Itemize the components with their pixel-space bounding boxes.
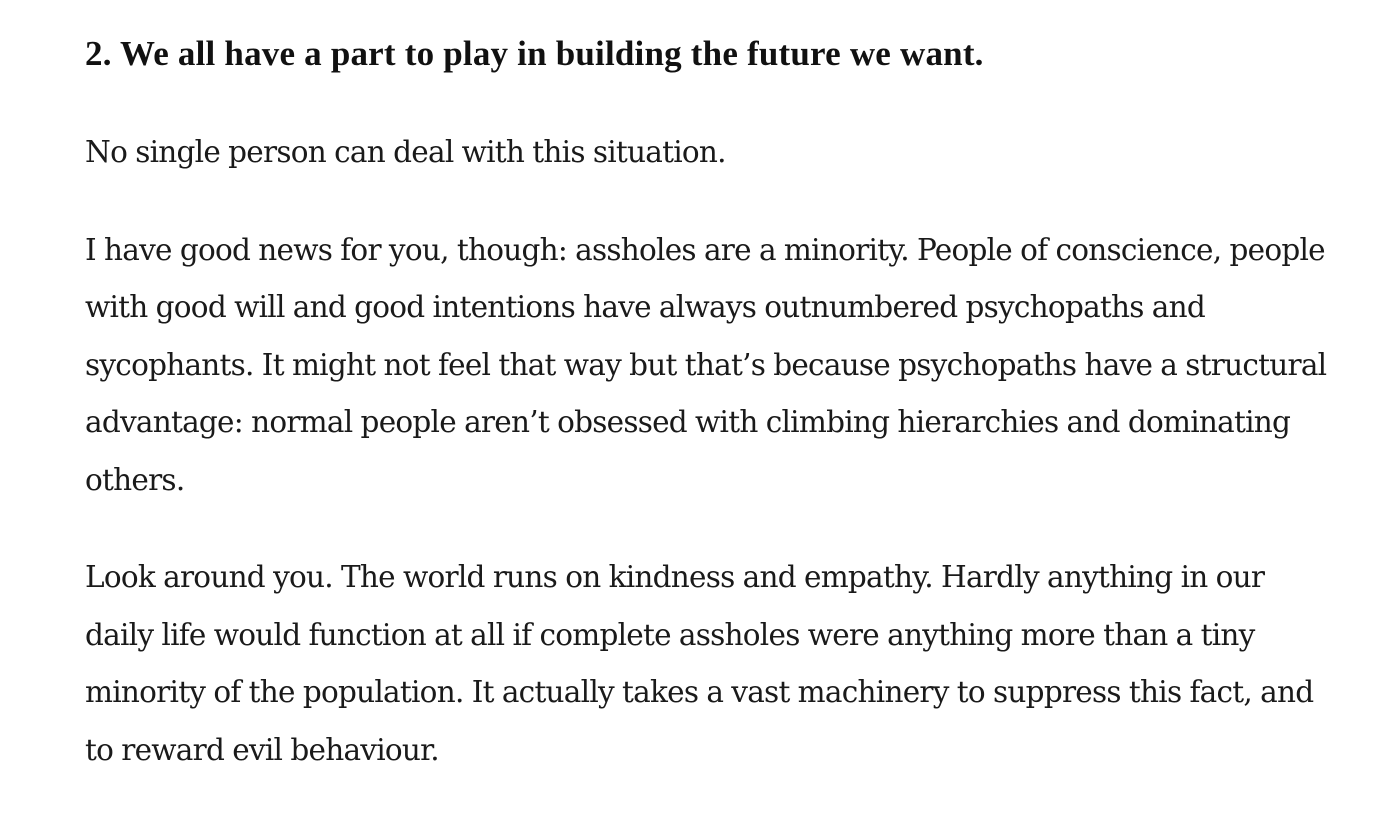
section-heading: 2. We all have a part to play in building the future we want. bbox=[85, 34, 984, 73]
paragraph-1: No single person can deal with this situation. bbox=[85, 135, 726, 169]
paragraph-3: Look around you. The world runs on kindness and empathy. Hardly anything in our daily life would function at all if complete assholes were anything more than a tiny minority of the population. It actually takes a vast machinery to suppress this fact, and to reward evil behaviour. bbox=[85, 560, 1314, 767]
paragraph-2: I have good news for you, though: assholes are a minority. People of conscience, people with good will and good intentions have always outnumbered psychopaths and sycophants. It might not feel that way but that’s because psychopaths have a structural advantage: normal people aren’t obsessed with climbing hierarchies and dominating others. bbox=[85, 232, 1327, 497]
article-body bbox=[85, 28, 1335, 779]
